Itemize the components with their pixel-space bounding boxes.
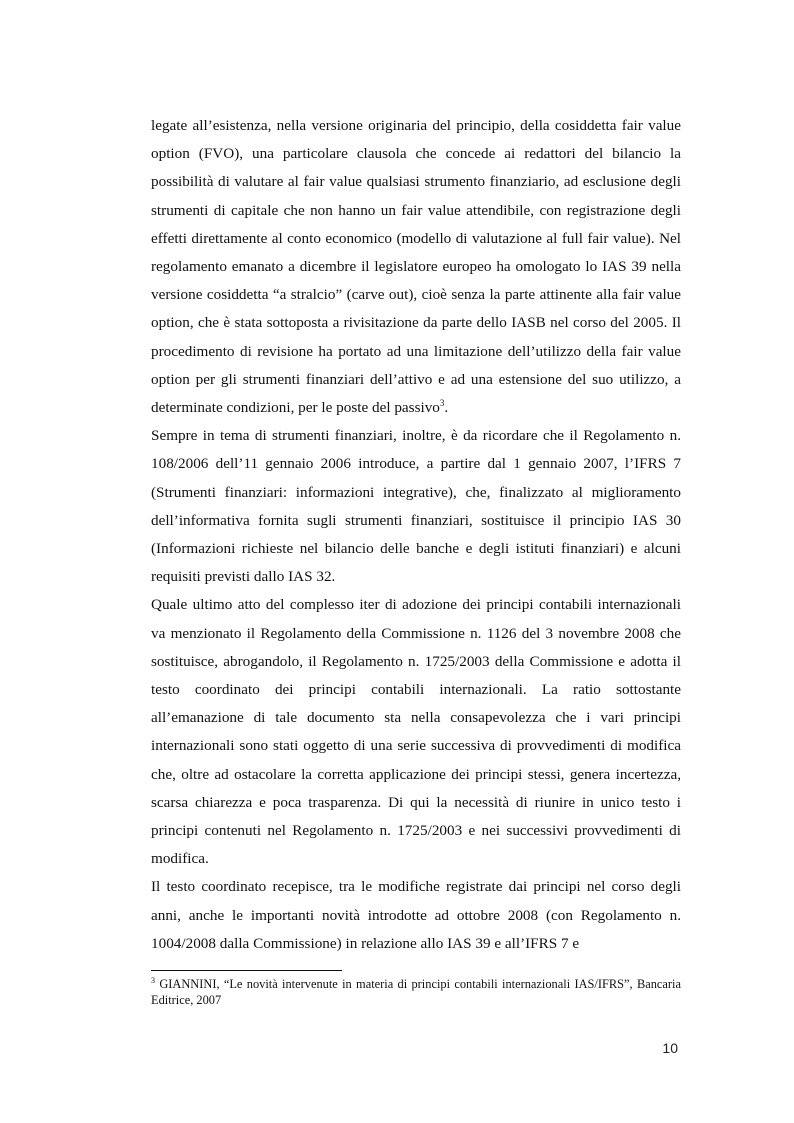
page-number: 10 bbox=[662, 1040, 678, 1056]
footnote-separator bbox=[151, 970, 342, 971]
paragraph-regolamento-1126: Quale ultimo atto del complesso iter di adozione dei principi contabili internazionali va menzionato il Regolamento della Commissione n. 1126 del 3 novembre 2008 che sostituisce, abrogandolo, il Regolamento n. 1725/2003 della Commissione e adotta il testo coordinato dei principi contabili internazionali. La ratio sottostante all’emanazione di tale documento sta nella consapevolezza che i vari principi internazionali sono stati oggetto di una serie successiva di provvedimenti di modifica che, oltre ad ostacolare la corretta applicazione dei principi stessi, genera incertezza, scarsa chiarezza e poca trasparenza. Di qui la necessità di riunire in unico testo i principi contenuti nel Regolamento n. 1725/2003 e nei successivi provvedimenti di modifica. bbox=[151, 596, 681, 868]
footnote-number: 3 bbox=[151, 975, 155, 985]
paragraph-ifrs7: Sempre in tema di strumenti finanziari, inoltre, è da ricordare che il Regolamento n. 108/2006 dell’11 gennaio 2006 introduce, a partire dal 1 gennaio 2007, l’IFRS 7 (Strumenti finanziari: informazioni integrative), che, finalizzato al miglioramento dell’informativa fornita sugli strumenti finanziari, sostituisce il principio IAS 30 (Informazioni richieste nel bilancio delle banche e degli istituti finanziari) e alcuni requisiti previsti dallo IAS 32. bbox=[151, 427, 681, 586]
paragraph-testo-coordinato: Il testo coordinato recepisce, tra le modifiche registrate dai principi nel corso degli anni, anche le importanti novità introdotte ad ottobre 2008 (con Regolamento n. 1004/2008 dalla Commissione) in relazione allo IAS 39 e all’IFRS 7 e bbox=[151, 878, 681, 952]
paragraph-end: . bbox=[444, 399, 449, 417]
body-text bbox=[151, 112, 681, 958]
footnote-text: GIANNINI, “Le novità intervenute in materia di principi contabili internazionali IAS/IFRS”, Bancaria Editrice, 2007 bbox=[151, 977, 681, 1007]
footnote-reference: 3 bbox=[439, 397, 445, 408]
footnote bbox=[151, 977, 681, 1008]
paragraph-fair-value-option bbox=[151, 112, 681, 422]
paragraph-text: legate all’esistenza, nella versione originaria del principio, della cosiddetta fair value option (FVO), una particolare clausola che concede ai redattori del bilancio la possibilità di valutare al fair value qualsiasi strumento finanziario, ad esclusione degli strumenti di capitale che non hanno un fair value attendibile, con registrazione degli effetti direttamente al conto economico (modello di valutazione al full fair value). Nel regolamento emanato a dicembre il legislatore europeo ha omologato lo IAS 39 nella versione cosiddetta “a stralcio” (carve out), cioè senza la parte attinente alla fair value option, che è stata sottoposta a rivisitazione da parte dello IASB nel corso del 2005. Il procedimento di revisione ha portato ad una limitazione dell’utilizzo della fair value option per gli strumenti finanziari dell’attivo e ad una estensione del suo utilizzo, a determinate condizioni, per le poste del passivo bbox=[151, 117, 681, 417]
